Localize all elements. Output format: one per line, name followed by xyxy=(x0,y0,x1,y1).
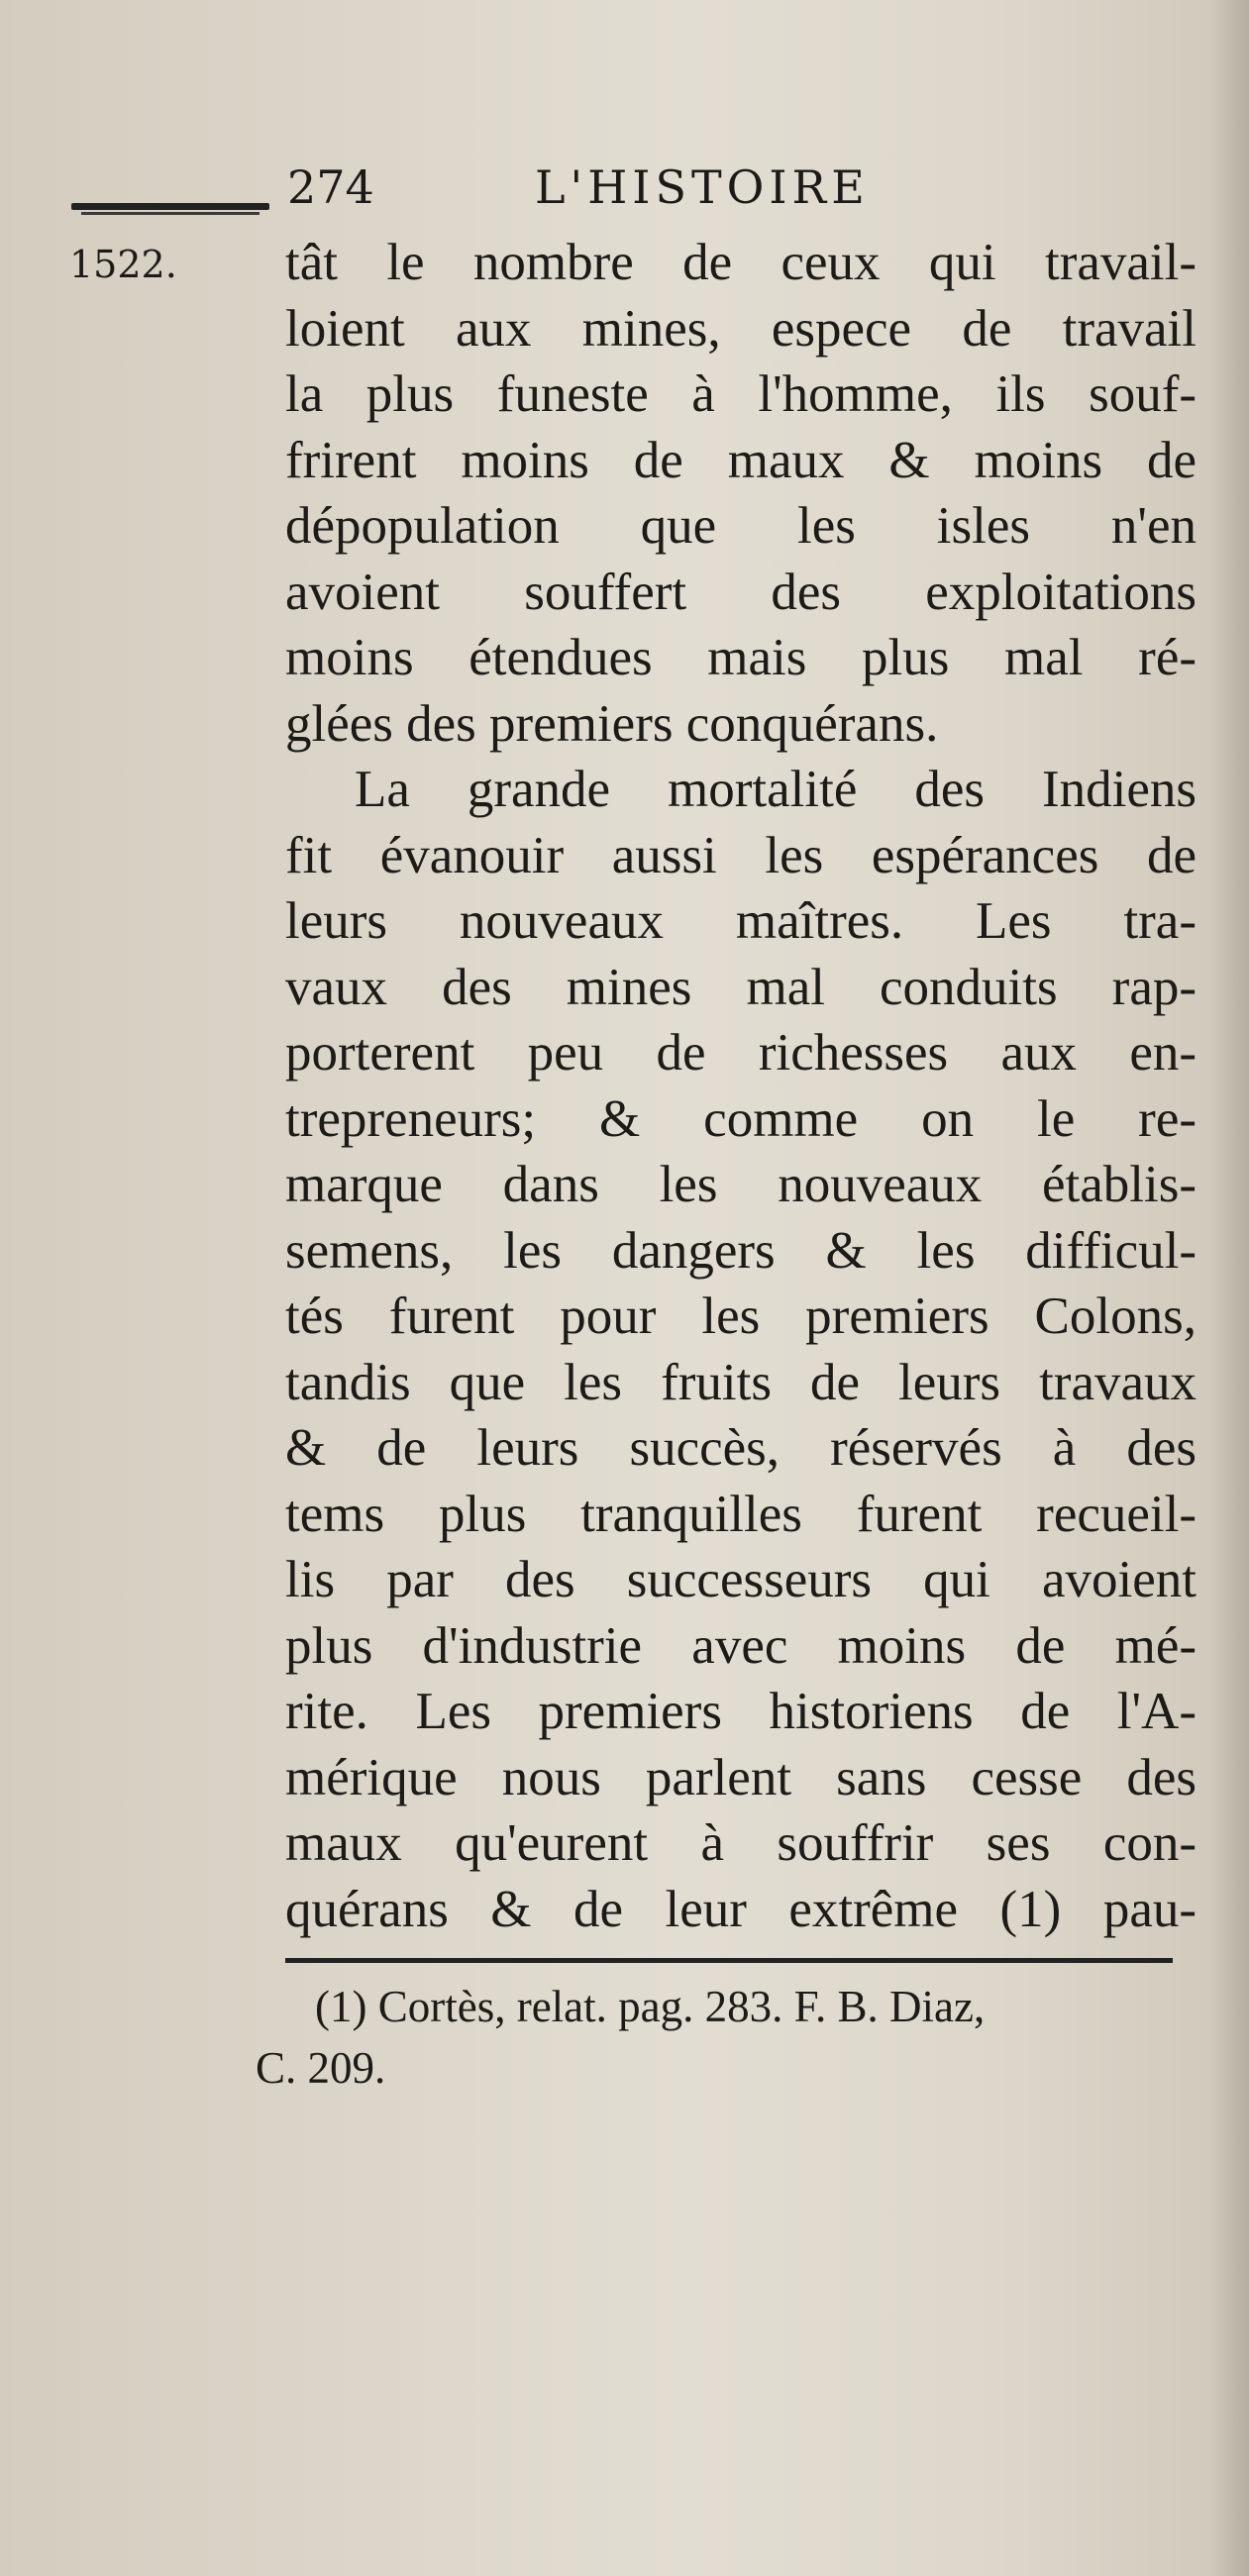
text-line: leurs nouveaux maîtres. Les tra- xyxy=(285,892,1197,950)
body-text xyxy=(285,230,1197,1942)
text-line: avoient souffert des exploitations xyxy=(285,563,1197,621)
text-line: la plus funeste à l'homme, ils souf- xyxy=(285,365,1197,423)
header-ornament-rule xyxy=(71,203,269,210)
text-line: plus d'industrie avec moins de mé- xyxy=(285,1616,1197,1675)
text-line: rite. Les premiers historiens de l'A- xyxy=(285,1683,1197,1740)
text-line: dépopulation que les isles n'en xyxy=(285,497,1197,555)
text-line: frirent moins de maux & moins de xyxy=(285,431,1197,489)
text-line: loient aux mines, espece de travail xyxy=(285,299,1197,358)
text-line: tés furent pour les premiers Colons, xyxy=(285,1288,1197,1345)
text-line: tandis que les fruits de leurs travaux xyxy=(285,1353,1197,1411)
margin-year: 1522. xyxy=(69,243,177,286)
text-line: quérans & de leur extrême (1) pau- xyxy=(285,1880,1197,1938)
text-line: glées des premiers conquérans. xyxy=(285,694,939,753)
footnote-line: (1) Cortès, relat. pag. 283. F. B. Diaz, xyxy=(315,1982,986,2031)
text-line: semens, les dangers & les difficul- xyxy=(285,1221,1197,1280)
text-line: mérique nous parlent sans cesse des xyxy=(285,1748,1197,1806)
text-line: moins étendues mais plus mal ré- xyxy=(285,629,1197,686)
footnote-separator xyxy=(285,1958,1173,1963)
text-line: trepreneurs; & comme on le re- xyxy=(285,1089,1197,1148)
text-line: porterent peu de richesses aux en- xyxy=(285,1024,1197,1082)
text-line: tems plus tranquilles furent recueil- xyxy=(285,1485,1197,1543)
page-gutter-shadow xyxy=(1209,0,1249,2576)
text-line: lis par des successeurs qui avoient xyxy=(285,1551,1197,1608)
text-line: vaux des mines mal conduits rap- xyxy=(285,958,1197,1016)
footnote-line: C. 209. xyxy=(256,2043,386,2093)
text-line: tât le nombre de ceux qui travail- xyxy=(285,234,1197,291)
text-line: maux qu'eurent à souffrir ses con- xyxy=(285,1814,1197,1872)
footnote xyxy=(256,1976,1197,2099)
text-line: & de leurs succès, réservés à des xyxy=(285,1419,1197,1477)
text-line: fit évanouir aussi les espérances de xyxy=(285,826,1197,884)
page-number: 274 xyxy=(287,160,374,214)
running-head: L'HISTOIRE xyxy=(535,160,870,214)
text-line: marque dans les nouveaux établis- xyxy=(285,1156,1197,1213)
paragraph-start-line: La grande mortalité des Indiens xyxy=(355,761,1197,818)
